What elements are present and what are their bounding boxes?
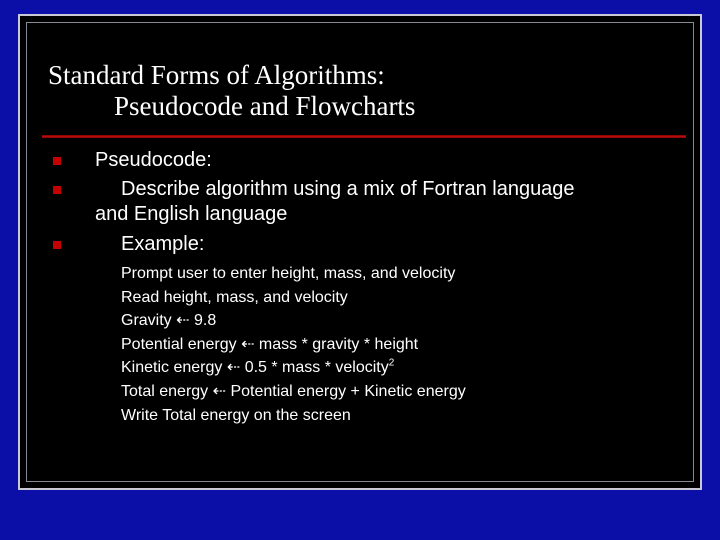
code-line: Write Total energy on the screen: [121, 406, 351, 424]
title-divider: [42, 135, 686, 138]
bullet-marker: [53, 186, 61, 194]
bullet-describe: [95, 177, 575, 227]
bullet-marker: [53, 241, 61, 249]
code-line: Potential energy ⇠ mass * gravity * height: [121, 335, 419, 353]
code-line: Read height, mass, and velocity: [121, 288, 348, 306]
title-line-2: Pseudocode and Flowcharts: [114, 91, 416, 121]
bullet-example: Example:: [121, 233, 205, 255]
code-line: Gravity ⇠ 9.8: [121, 312, 217, 330]
slide-title: [48, 60, 415, 122]
title-line-1: Standard Forms of Algorithms:: [48, 60, 385, 90]
squared-superscript: 2: [388, 358, 395, 370]
bullet-marker: [53, 157, 61, 165]
pseudocode-example: [121, 262, 466, 427]
code-line-kinetic: [121, 356, 466, 380]
bullet-describe-line-1: Describe algorithm using a mix of Fortran language: [121, 178, 575, 200]
code-line: Prompt user to enter height, mass, and velocity: [121, 265, 456, 282]
bullet-describe-line-2: and English language: [95, 203, 288, 225]
kinetic-text: Kinetic energy ⇠ 0.5 * mass * velocity: [121, 359, 389, 377]
code-line: Total energy ⇠ Potential energy + Kinetic energy: [121, 382, 466, 400]
bullet-pseudocode: Pseudocode:: [95, 149, 212, 171]
